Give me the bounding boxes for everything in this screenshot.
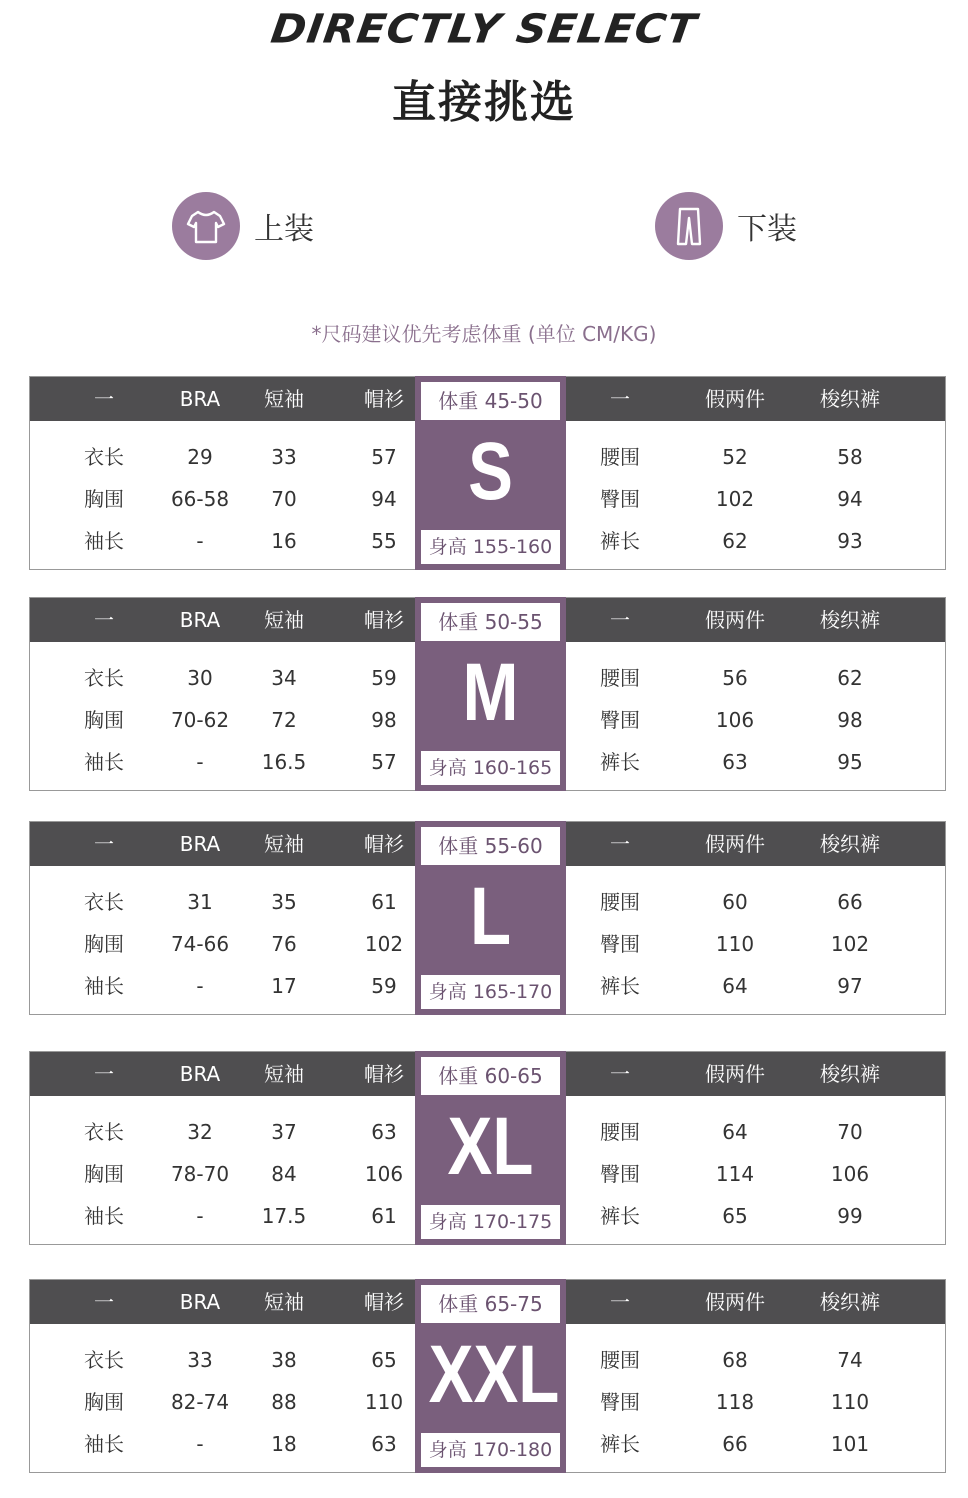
- row-label: 裤长: [600, 750, 640, 774]
- column-header: 帽衫: [364, 1290, 404, 1314]
- size-block-l: [29, 821, 946, 1015]
- table-cell: 16: [271, 529, 297, 553]
- table-cell: 99: [837, 1204, 863, 1228]
- table-cell: 63: [371, 1432, 397, 1456]
- title-english: DIRECTLY SELECT: [268, 5, 700, 52]
- row-label: 腰围: [600, 1348, 640, 1372]
- table-cell: 38: [271, 1348, 297, 1372]
- column-header: 短袖: [264, 832, 304, 856]
- table-cell: 78-70: [170, 1162, 230, 1186]
- column-header: 帽衫: [364, 608, 404, 632]
- table-cell: 64: [722, 974, 748, 998]
- table-cell: -: [196, 1204, 204, 1228]
- column-header: 帽衫: [364, 1062, 404, 1086]
- table-cell: 70: [271, 487, 297, 511]
- table-cell: 74: [837, 1348, 863, 1372]
- table-cell: 66: [837, 890, 863, 914]
- table-cell: 17.5: [261, 1204, 307, 1228]
- size-letter: S: [468, 426, 513, 517]
- row-label: 腰围: [600, 1120, 640, 1144]
- table-cell: 94: [371, 487, 397, 511]
- table-cell: 82-74: [170, 1390, 230, 1414]
- table-cell: 59: [371, 974, 397, 998]
- table-cell: 74-66: [170, 932, 230, 956]
- column-header: 假两件: [705, 832, 765, 856]
- column-header: 一: [610, 608, 630, 632]
- category-bottoms-label: 下装: [737, 212, 797, 247]
- table-cell: 106: [364, 1162, 404, 1186]
- column-header: 短袖: [264, 608, 304, 632]
- table-cell: 106: [715, 708, 755, 732]
- column-header: 一: [610, 1290, 630, 1314]
- pants-icon: [655, 192, 723, 260]
- height-range: 身高 170-175: [421, 1205, 560, 1239]
- table-cell: 88: [271, 1390, 297, 1414]
- column-header: 帽衫: [364, 832, 404, 856]
- column-header: 短袖: [264, 1062, 304, 1086]
- table-cell: -: [196, 1432, 204, 1456]
- column-header: 帽衫: [364, 387, 404, 411]
- column-header: 假两件: [705, 1062, 765, 1086]
- weight-range: 体重 45-50: [421, 382, 560, 420]
- column-header: 假两件: [705, 608, 765, 632]
- column-header: 梭织裤: [820, 608, 880, 632]
- row-label: 裤长: [600, 974, 640, 998]
- column-header: 一: [94, 1062, 114, 1086]
- size-letter: L: [469, 871, 512, 962]
- row-label: 袖长: [84, 974, 124, 998]
- table-cell: 56: [722, 666, 748, 690]
- table-cell: 35: [271, 890, 297, 914]
- table-cell: 18: [271, 1432, 297, 1456]
- size-panel: [415, 821, 566, 1015]
- column-header: 短袖: [264, 1290, 304, 1314]
- table-cell: 68: [722, 1348, 748, 1372]
- table-cell: 63: [371, 1120, 397, 1144]
- height-range: 身高 170-180: [421, 1433, 560, 1467]
- row-label: 胸围: [84, 1390, 124, 1414]
- column-header: BRA: [179, 1062, 221, 1086]
- row-label: 衣长: [84, 890, 124, 914]
- table-cell: -: [196, 974, 204, 998]
- table-cell: 17: [271, 974, 297, 998]
- table-cell: 57: [371, 750, 397, 774]
- row-label: 袖长: [84, 750, 124, 774]
- category-tops-label: 上装: [254, 212, 314, 247]
- column-header: 一: [610, 832, 630, 856]
- table-cell: 106: [830, 1162, 870, 1186]
- table-cell: 114: [715, 1162, 755, 1186]
- size-letter: XL: [447, 1101, 534, 1192]
- size-panel: [415, 597, 566, 791]
- size-panel: [415, 376, 566, 570]
- table-cell: 52: [722, 445, 748, 469]
- column-header: 一: [94, 832, 114, 856]
- row-label: 胸围: [84, 487, 124, 511]
- table-cell: 65: [371, 1348, 397, 1372]
- table-cell: 37: [271, 1120, 297, 1144]
- size-panel: [415, 1051, 566, 1245]
- table-cell: 84: [271, 1162, 297, 1186]
- row-label: 衣长: [84, 1120, 124, 1144]
- table-cell: 94: [837, 487, 863, 511]
- table-cell: 110: [364, 1390, 404, 1414]
- size-block-s: [29, 376, 946, 570]
- table-cell: 16.5: [261, 750, 307, 774]
- column-header: BRA: [179, 608, 221, 632]
- table-cell: 102: [830, 932, 870, 956]
- column-header: 梭织裤: [820, 1062, 880, 1086]
- table-cell: 60: [722, 890, 748, 914]
- height-range: 身高 160-165: [421, 751, 560, 785]
- row-label: 臀围: [600, 487, 640, 511]
- row-label: 胸围: [84, 1162, 124, 1186]
- table-cell: 55: [371, 529, 397, 553]
- weight-range: 体重 65-75: [421, 1285, 560, 1323]
- table-cell: 62: [837, 666, 863, 690]
- column-header: 梭织裤: [820, 1290, 880, 1314]
- height-range: 身高 165-170: [421, 975, 560, 1009]
- table-cell: 33: [187, 1348, 213, 1372]
- table-cell: -: [196, 529, 204, 553]
- table-cell: 34: [271, 666, 297, 690]
- table-cell: 66: [722, 1432, 748, 1456]
- table-cell: 93: [837, 529, 863, 553]
- row-label: 胸围: [84, 932, 124, 956]
- table-cell: 33: [271, 445, 297, 469]
- column-header: 梭织裤: [820, 387, 880, 411]
- table-cell: 98: [371, 708, 397, 732]
- table-cell: 95: [837, 750, 863, 774]
- row-label: 腰围: [600, 890, 640, 914]
- weight-range: 体重 60-65: [421, 1057, 560, 1095]
- table-cell: 98: [837, 708, 863, 732]
- size-note: *尺码建议优先考虑体重 (单位 CM/KG): [311, 322, 657, 346]
- row-label: 衣长: [84, 666, 124, 690]
- table-cell: 101: [830, 1432, 870, 1456]
- column-header: BRA: [179, 1290, 221, 1314]
- table-cell: 66-58: [170, 487, 230, 511]
- column-header: 一: [94, 387, 114, 411]
- row-label: 袖长: [84, 1204, 124, 1228]
- tshirt-icon: [172, 192, 240, 260]
- row-label: 裤长: [600, 1204, 640, 1228]
- column-header: 一: [94, 608, 114, 632]
- row-label: 胸围: [84, 708, 124, 732]
- table-cell: 72: [271, 708, 297, 732]
- table-cell: 118: [715, 1390, 755, 1414]
- size-panel: [415, 1279, 566, 1473]
- row-label: 衣长: [84, 1348, 124, 1372]
- column-header: 短袖: [264, 387, 304, 411]
- column-header: 一: [94, 1290, 114, 1314]
- size-block-xl: [29, 1051, 946, 1245]
- table-cell: 110: [715, 932, 755, 956]
- size-letter: XXL: [428, 1329, 560, 1420]
- size-block-m: [29, 597, 946, 791]
- table-cell: 61: [371, 890, 397, 914]
- table-cell: 57: [371, 445, 397, 469]
- table-cell: 102: [364, 932, 404, 956]
- table-cell: 58: [837, 445, 863, 469]
- size-block-xxl: [29, 1279, 946, 1473]
- table-cell: 70-62: [170, 708, 230, 732]
- table-cell: 30: [187, 666, 213, 690]
- table-cell: -: [196, 750, 204, 774]
- table-cell: 70: [837, 1120, 863, 1144]
- table-cell: 76: [271, 932, 297, 956]
- column-header: 一: [610, 1062, 630, 1086]
- title-chinese: 直接挑选: [392, 77, 576, 128]
- table-cell: 59: [371, 666, 397, 690]
- row-label: 袖长: [84, 529, 124, 553]
- category-bottoms[interactable]: [655, 192, 797, 260]
- column-header: 假两件: [705, 1290, 765, 1314]
- row-label: 裤长: [600, 1432, 640, 1456]
- row-label: 臀围: [600, 932, 640, 956]
- row-label: 腰围: [600, 666, 640, 690]
- row-label: 臀围: [600, 708, 640, 732]
- table-cell: 62: [722, 529, 748, 553]
- table-cell: 32: [187, 1120, 213, 1144]
- table-cell: 61: [371, 1204, 397, 1228]
- category-tops[interactable]: [172, 192, 314, 260]
- weight-range: 体重 50-55: [421, 603, 560, 641]
- table-cell: 29: [187, 445, 213, 469]
- row-label: 臀围: [600, 1162, 640, 1186]
- height-range: 身高 155-160: [421, 530, 560, 564]
- column-header: 假两件: [705, 387, 765, 411]
- column-header: 梭织裤: [820, 832, 880, 856]
- table-cell: 102: [715, 487, 755, 511]
- table-cell: 31: [187, 890, 213, 914]
- row-label: 裤长: [600, 529, 640, 553]
- column-header: BRA: [179, 387, 221, 411]
- table-cell: 97: [837, 974, 863, 998]
- row-label: 臀围: [600, 1390, 640, 1414]
- row-label: 袖长: [84, 1432, 124, 1456]
- column-header: 一: [610, 387, 630, 411]
- table-cell: 63: [722, 750, 748, 774]
- weight-range: 体重 55-60: [421, 827, 560, 865]
- table-cell: 65: [722, 1204, 748, 1228]
- table-cell: 64: [722, 1120, 748, 1144]
- row-label: 腰围: [600, 445, 640, 469]
- table-cell: 110: [830, 1390, 870, 1414]
- column-header: BRA: [179, 832, 221, 856]
- row-label: 衣长: [84, 445, 124, 469]
- size-letter: M: [462, 647, 519, 738]
